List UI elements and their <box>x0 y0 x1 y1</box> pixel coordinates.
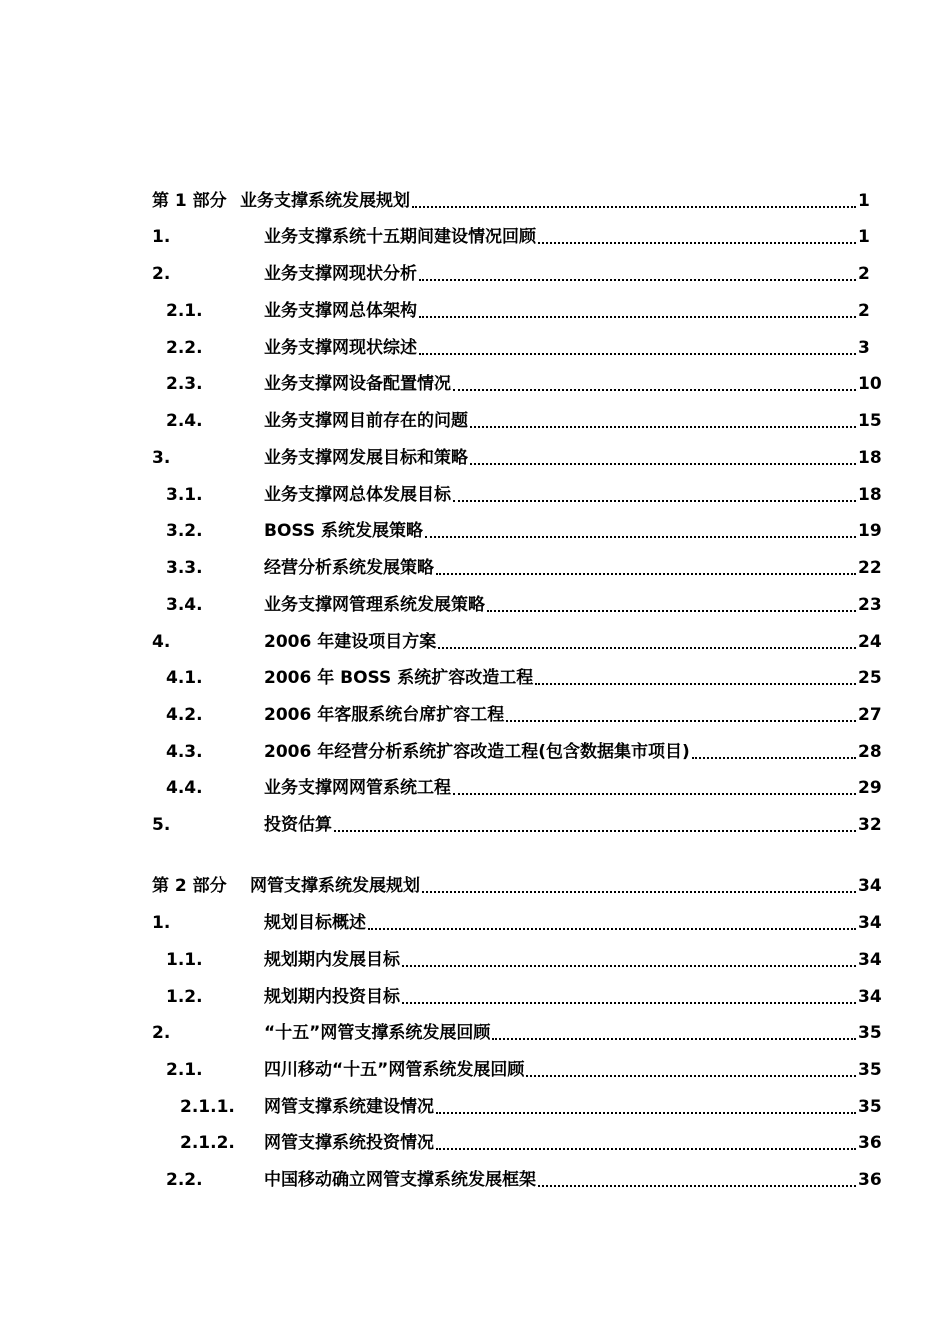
toc-entry[interactable] <box>0 982 950 1012</box>
toc-dot-leader <box>535 663 856 693</box>
toc-entry[interactable] <box>0 627 950 657</box>
toc-entry-page-number: 34 <box>858 987 882 1007</box>
toc-dot-leader <box>453 369 856 399</box>
toc-entry[interactable] <box>0 406 950 436</box>
toc-entry[interactable] <box>0 663 950 693</box>
toc-entry-page-number: 36 <box>858 1133 882 1153</box>
toc-entry-number: 2. <box>152 1023 171 1043</box>
toc-entry-title: 规划期内发展目标 <box>264 950 400 970</box>
toc-entry-page-number: 24 <box>858 632 882 652</box>
toc-entry-number: 5. <box>152 815 171 835</box>
toc-part-heading[interactable] <box>0 186 950 216</box>
toc-dot-leader <box>436 553 856 583</box>
toc-entry-page-number: 32 <box>858 815 882 835</box>
toc-entry[interactable] <box>0 553 950 583</box>
toc-entry-page-number: 35 <box>858 1023 882 1043</box>
toc-entry[interactable] <box>0 908 950 938</box>
toc-entry-title: 业务支撑网现状综述 <box>264 338 417 358</box>
toc-entry[interactable] <box>0 945 950 975</box>
toc-entry-page-number: 34 <box>858 913 882 933</box>
toc-entry-page-number: 1 <box>858 227 870 247</box>
toc-entry-number: 3. <box>152 448 171 468</box>
toc-entry-number: 4.3. <box>166 742 203 762</box>
toc-entry-number: 4.4. <box>166 778 203 798</box>
toc-entry-number: 2.1.2. <box>180 1133 235 1153</box>
toc-entry-title: 业务支撑网设备配置情况 <box>264 374 451 394</box>
toc-entry[interactable] <box>0 1128 950 1158</box>
toc-dot-leader <box>402 945 856 975</box>
toc-entry-number: 2.1. <box>166 1060 203 1080</box>
toc-entry[interactable] <box>0 443 950 473</box>
toc-dot-leader <box>368 908 856 938</box>
toc-entry-page-number: 3 <box>858 338 870 358</box>
toc-entry[interactable] <box>0 1018 950 1048</box>
toc-entry-number: 2.2. <box>166 338 203 358</box>
toc-entry-page-number: 2 <box>858 264 870 284</box>
toc-entry[interactable] <box>0 296 950 326</box>
toc-entry-title: 四川移动“十五”网管系统发展回顾 <box>264 1060 525 1080</box>
toc-dot-leader <box>692 737 856 767</box>
toc-entry-title: 网管支撑系统发展规划 <box>250 876 420 896</box>
toc-entry[interactable] <box>0 369 950 399</box>
toc-dot-leader <box>538 1165 856 1195</box>
toc-entry-title: 经营分析系统发展策略 <box>264 558 434 578</box>
toc-entry-number: 3.4. <box>166 595 203 615</box>
toc-entry-title: 投资估算 <box>264 815 332 835</box>
toc-entry[interactable] <box>0 810 950 840</box>
toc-entry-title: 业务支撑网总体架构 <box>264 301 417 321</box>
toc-dot-leader <box>470 443 856 473</box>
toc-entry-number: 2.2. <box>166 1170 203 1190</box>
toc-entry-page-number: 36 <box>858 1170 882 1190</box>
toc-dot-leader <box>402 982 856 1012</box>
toc-dot-leader <box>526 1055 856 1085</box>
toc-dot-leader <box>436 1092 856 1122</box>
toc-entry[interactable] <box>0 1055 950 1085</box>
toc-entry-title: 规划目标概述 <box>264 913 366 933</box>
toc-dot-leader <box>419 333 856 363</box>
toc-dot-leader <box>487 590 856 620</box>
toc-dot-leader <box>412 186 856 216</box>
toc-entry[interactable] <box>0 333 950 363</box>
toc-entry-page-number: 34 <box>858 950 882 970</box>
toc-entry[interactable] <box>0 1165 950 1195</box>
toc-entry[interactable] <box>0 222 950 252</box>
toc-entry-page-number: 28 <box>858 742 882 762</box>
toc-entry-page-number: 34 <box>858 876 882 896</box>
toc-entry-title: 业务支撑网管理系统发展策略 <box>264 595 485 615</box>
toc-dot-leader <box>538 222 856 252</box>
toc-entry-page-number: 29 <box>858 778 882 798</box>
toc-entry[interactable] <box>0 737 950 767</box>
toc-dot-leader <box>438 627 856 657</box>
toc-entry-title: 网管支撑系统建设情况 <box>264 1097 434 1117</box>
toc-entry-number: 2.1. <box>166 301 203 321</box>
toc-entry[interactable] <box>0 700 950 730</box>
toc-entry-number: 第 2 部分 <box>152 876 227 896</box>
toc-dot-leader <box>492 1018 856 1048</box>
toc-entry-number: 2.4. <box>166 411 203 431</box>
toc-entry-page-number: 22 <box>858 558 882 578</box>
toc-entry-number: 1. <box>152 913 171 933</box>
toc-entry-title: 规划期内投资目标 <box>264 987 400 1007</box>
toc-entry-page-number: 1 <box>858 191 870 211</box>
toc-entry-title: 2006 年 BOSS 系统扩容改造工程 <box>264 668 534 688</box>
toc-entry-number: 2. <box>152 264 171 284</box>
toc-dot-leader <box>506 700 856 730</box>
toc-entry-number: 2.3. <box>166 374 203 394</box>
toc-entry-number: 3.2. <box>166 521 203 541</box>
toc-dot-leader <box>419 259 856 289</box>
toc-entry-number: 第 1 部分 <box>152 191 227 211</box>
toc-entry-page-number: 27 <box>858 705 882 725</box>
toc-entry-number: 4. <box>152 632 171 652</box>
toc-entry-number: 3.1. <box>166 485 203 505</box>
toc-dot-leader <box>436 1128 856 1158</box>
toc-entry-page-number: 18 <box>858 485 882 505</box>
toc-dot-leader <box>425 516 856 546</box>
toc-entry[interactable] <box>0 773 950 803</box>
toc-entry[interactable] <box>0 480 950 510</box>
toc-entry-page-number: 2 <box>858 301 870 321</box>
toc-entry-title: 网管支撑系统投资情况 <box>264 1133 434 1153</box>
toc-entry[interactable] <box>0 516 950 546</box>
toc-entry-number: 4.2. <box>166 705 203 725</box>
toc-entry-title: 2006 年客服系统台席扩容工程 <box>264 705 505 725</box>
toc-entry-title: 中国移动确立网管支撑系统发展框架 <box>264 1170 536 1190</box>
toc-entry-page-number: 10 <box>858 374 882 394</box>
toc-entry-number: 1.2. <box>166 987 203 1007</box>
toc-entry-title: 2006 年建设项目方案 <box>264 632 437 652</box>
toc-dot-leader <box>422 871 856 901</box>
toc-dot-leader <box>453 773 856 803</box>
toc-entry-page-number: 15 <box>858 411 882 431</box>
toc-entry-title: 2006 年经营分析系统扩容改造工程(包含数据集市项目) <box>264 742 690 762</box>
toc-entry-page-number: 25 <box>858 668 882 688</box>
toc-entry-page-number: 19 <box>858 521 882 541</box>
toc-entry-number: 2.1.1. <box>180 1097 235 1117</box>
toc-entry-title: 业务支撑网目前存在的问题 <box>264 411 468 431</box>
toc-entry-page-number: 23 <box>858 595 882 615</box>
toc-dot-leader <box>334 810 856 840</box>
toc-entry-title: BOSS 系统发展策略 <box>264 521 424 541</box>
toc-entry[interactable] <box>0 259 950 289</box>
toc-entry-title: 业务支撑网现状分析 <box>264 264 417 284</box>
toc-entry-page-number: 35 <box>858 1097 882 1117</box>
toc-entry[interactable] <box>0 1092 950 1122</box>
toc-dot-leader <box>419 296 856 326</box>
toc-dot-leader <box>470 406 856 436</box>
toc-entry-number: 1. <box>152 227 171 247</box>
toc-entry-title: 业务支撑网发展目标和策略 <box>264 448 468 468</box>
toc-entry-page-number: 35 <box>858 1060 882 1080</box>
toc-entry-number: 3.3. <box>166 558 203 578</box>
toc-entry-title: 业务支撑系统发展规划 <box>240 191 410 211</box>
toc-entry-page-number: 18 <box>858 448 882 468</box>
toc-entry-title: 业务支撑网总体发展目标 <box>264 485 451 505</box>
toc-entry-number: 4.1. <box>166 668 203 688</box>
toc-entry[interactable] <box>0 590 950 620</box>
toc-part-heading[interactable] <box>0 871 950 901</box>
toc-entry-title: “十五”网管支撑系统发展回顾 <box>264 1023 491 1043</box>
toc-dot-leader <box>453 480 856 510</box>
toc-entry-title: 业务支撑系统十五期间建设情况回顾 <box>264 227 536 247</box>
toc-entry-number: 1.1. <box>166 950 203 970</box>
toc-entry-title: 业务支撑网网管系统工程 <box>264 778 451 798</box>
